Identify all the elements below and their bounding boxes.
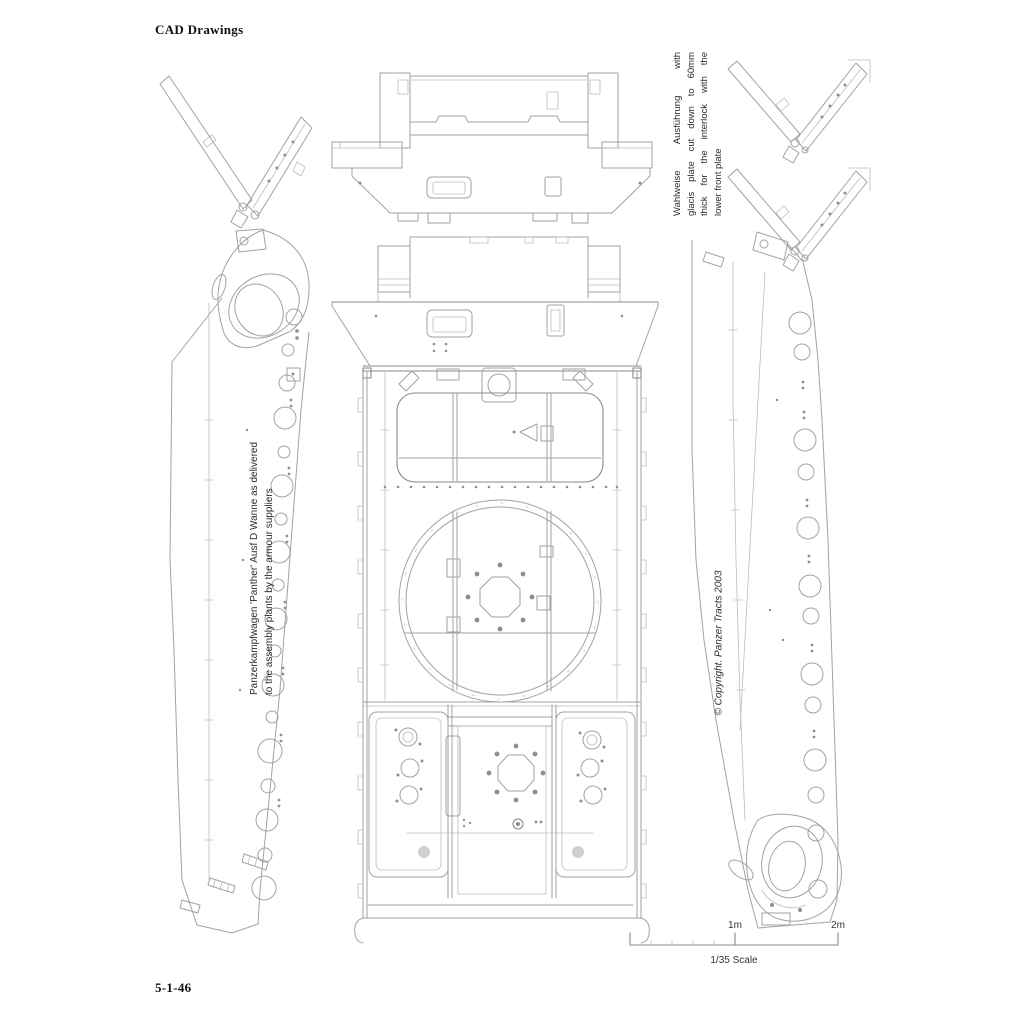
- subject-annotation-line1: Panzerkampfwagen 'Panther' Ausf D Wanne as delivered: [249, 441, 260, 695]
- glacis-interlock-detail-lower-right: [728, 168, 870, 271]
- rear-hull-section-view: [332, 73, 652, 223]
- copyright-annotation: © Copyright. Panzer Tracts 2003: [713, 570, 725, 716]
- front-hull-section-view: [378, 237, 620, 302]
- variant-annotation-line4: lower front plate: [712, 148, 724, 216]
- scale-label-1m: 1m: [728, 920, 742, 931]
- turret-ring: [399, 500, 601, 702]
- variant-annotation-line3: thick for the interlock with the: [699, 52, 710, 216]
- variant-annotation-line2: glacis plate cut down to 60mm: [685, 52, 697, 216]
- rivet-row: [384, 486, 619, 489]
- engine-deck: [355, 702, 650, 943]
- glacis-interlock-detail-left: [160, 76, 312, 228]
- variant-annotation: [671, 52, 725, 216]
- crew-hatch-opening: [397, 393, 603, 482]
- scale-label-2m: 2m: [831, 920, 845, 931]
- scale-bar: [630, 933, 838, 945]
- scale-caption: 1/35 Scale: [710, 955, 758, 966]
- hull-plan-view: [332, 302, 658, 943]
- subject-annotation: [247, 385, 277, 695]
- hull-side-plate-left: [170, 229, 311, 933]
- subject-annotation-line2: to the assembly plants by the armour suppliers: [264, 488, 275, 695]
- page-header: CAD Drawings: [155, 22, 244, 37]
- variant-annotation-line1: Wahlweise Ausführung with: [672, 52, 683, 216]
- glacis-interlock-detail-upper-right: [728, 60, 870, 163]
- page-number: 5-1-46: [155, 980, 192, 995]
